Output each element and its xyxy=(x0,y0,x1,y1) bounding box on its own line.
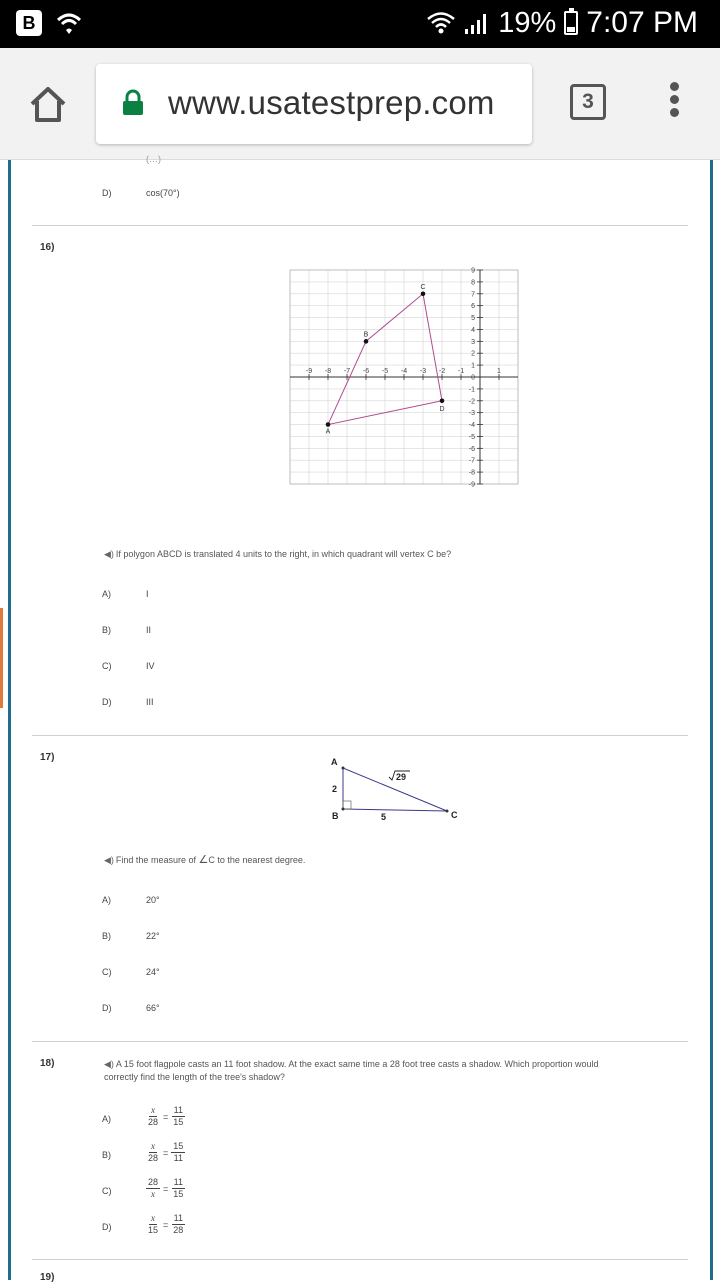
vertex-a-label: A xyxy=(331,757,338,767)
divider xyxy=(32,1259,688,1260)
q16-option-d-text[interactable]: III xyxy=(146,697,154,707)
y-tick-label: -5 xyxy=(468,433,475,441)
y-tick-label: 7 xyxy=(471,291,475,299)
vertex-d-label: D xyxy=(439,405,445,413)
page-content xyxy=(0,154,720,1283)
q15-option-text[interactable]: cos(70°) xyxy=(146,188,180,198)
speaker-icon[interactable]: ◀) xyxy=(104,549,114,559)
notification-app-icon: B xyxy=(16,10,42,36)
q16-option-b-label[interactable]: B) xyxy=(102,625,111,635)
clock: 7:07 PM xyxy=(586,6,698,39)
divider xyxy=(32,225,688,226)
y-tick-label: -2 xyxy=(468,398,475,406)
vertex-d-point xyxy=(440,398,445,403)
speaker-icon[interactable]: ◀) xyxy=(104,855,114,865)
q16-option-a-text[interactable]: I xyxy=(146,589,149,599)
divider xyxy=(32,735,688,736)
q18-option-d-proportion[interactable]: $\frac{x}{15}$ = $\frac{11}{28}$ xyxy=(148,1213,184,1235)
q16-option-d-label[interactable]: D) xyxy=(102,697,112,707)
status-bar xyxy=(0,0,720,48)
y-tick-label: 8 xyxy=(471,279,475,287)
battery-percent: 19% xyxy=(498,6,557,39)
vertex-a-point xyxy=(326,422,331,427)
side-ab-label: 2 xyxy=(332,784,338,794)
side-bc-label: 5 xyxy=(381,812,387,822)
y-tick-label: 9 xyxy=(471,267,475,275)
home-icon[interactable] xyxy=(26,82,70,126)
page-frame-left xyxy=(8,160,11,1280)
q15-option-label[interactable]: D) xyxy=(102,188,112,198)
y-tick-label: 5 xyxy=(471,315,475,323)
y-tick-label: 4 xyxy=(471,326,475,334)
q17-option-b-text[interactable]: 22° xyxy=(146,931,160,941)
hypotenuse-label: 29 xyxy=(396,772,407,782)
q17-option-c-text[interactable]: 24° xyxy=(146,967,160,977)
q18-option-b-proportion[interactable]: $\frac{x}{28}$ = $\frac{15}{11}$ xyxy=(148,1141,184,1163)
q18-option-c-label[interactable]: C) xyxy=(102,1186,112,1196)
page-frame-right xyxy=(710,160,713,1280)
vertex-b-point xyxy=(364,339,369,344)
right-triangle-diagram xyxy=(326,752,466,826)
q16-option-b-text[interactable]: II xyxy=(146,625,152,635)
angle-symbol: ∠ xyxy=(198,854,209,866)
y-tick-label: -9 xyxy=(468,481,475,489)
cut-off-text: (…) xyxy=(146,154,161,164)
question-text-17: ◀) Find the measure of ∠C to the nearest degree. xyxy=(104,854,306,866)
speaker-icon[interactable]: ◀) xyxy=(104,1059,114,1069)
x-tick-label: -1 xyxy=(457,368,465,375)
battery-icon xyxy=(564,11,578,35)
q16-option-a-label[interactable]: A) xyxy=(102,589,111,599)
signal-icon xyxy=(464,11,490,35)
y-tick-label: -1 xyxy=(468,386,475,394)
vertex-c-point xyxy=(421,291,426,296)
vertex-b-label: B xyxy=(363,331,369,339)
question-number-16: 16) xyxy=(40,242,55,253)
q18-option-a-proportion[interactable]: $\frac{x}{28}$ = $\frac{11}{15}$ xyxy=(148,1105,184,1127)
x-tick-label: -8 xyxy=(324,368,332,375)
q17-option-a-text[interactable]: 20° xyxy=(146,895,160,905)
q16-option-c-label[interactable]: C) xyxy=(102,661,112,671)
vertex-b-label: B xyxy=(332,811,339,821)
lock-icon xyxy=(122,90,144,116)
y-tick-label: 3 xyxy=(471,338,475,346)
question-text-16: ◀) If polygon ABCD is translated 4 units to the right, in which quadrant will vertex C be? xyxy=(104,549,452,559)
wifi-icon xyxy=(426,11,456,35)
url-text: www.usatestprep.com xyxy=(168,84,495,121)
q18-option-c-proportion[interactable]: $\frac{28}{x}$ = $\frac{11}{15}$ xyxy=(148,1177,184,1199)
y-tick-label: -8 xyxy=(468,469,475,477)
y-tick-label: 1 xyxy=(471,362,475,370)
question-number-17: 17) xyxy=(40,752,55,763)
x-tick-label: -3 xyxy=(419,368,427,375)
y-tick-label: -3 xyxy=(468,410,475,418)
vertex-c-label: C xyxy=(420,283,426,291)
q17-option-d-text[interactable]: 66° xyxy=(146,1003,160,1013)
y-tick-label: 0 xyxy=(471,374,475,382)
wifi-calling-icon xyxy=(54,10,84,36)
y-tick-label: -6 xyxy=(468,445,475,453)
q18-option-a-label[interactable]: A) xyxy=(102,1114,111,1124)
tab-switcher-button[interactable]: 3 xyxy=(570,84,606,120)
question-text-18: ◀) A 15 foot flagpole casts an 11 foot shadow. At the exact same time a 28 foot tree casts a shadow. Which proportion would correctly find the length of the tree's shadow? xyxy=(104,1059,599,1082)
q17-option-c-label[interactable]: C) xyxy=(102,967,112,977)
x-tick-label: -5 xyxy=(381,368,389,375)
y-tick-label: 6 xyxy=(471,303,475,311)
address-bar[interactable] xyxy=(96,64,532,144)
question-number-18: 18) xyxy=(40,1058,55,1069)
divider xyxy=(32,1041,688,1042)
overflow-menu-icon[interactable] xyxy=(664,82,684,122)
vertex-c-label: C xyxy=(451,810,458,820)
x-tick-label: 1 xyxy=(497,368,501,375)
x-tick-label: -7 xyxy=(343,368,351,375)
x-tick-label: -2 xyxy=(438,368,446,375)
vertex-a-label: A xyxy=(325,428,331,436)
q18-option-b-label[interactable]: B) xyxy=(102,1150,111,1160)
y-tick-label: 2 xyxy=(471,350,475,358)
q17-option-b-label[interactable]: B) xyxy=(102,931,111,941)
q18-option-d-label[interactable]: D) xyxy=(102,1222,112,1232)
y-tick-label: -7 xyxy=(468,457,475,465)
side-marker xyxy=(0,608,3,708)
y-tick-label: -4 xyxy=(468,422,475,430)
x-tick-label: -6 xyxy=(362,368,370,375)
question-number-19: 19) xyxy=(40,1272,55,1283)
coordinate-graph xyxy=(288,268,522,490)
q17-option-d-label[interactable]: D) xyxy=(102,1003,112,1013)
x-tick-label: -4 xyxy=(400,368,408,375)
q17-option-a-label[interactable]: A) xyxy=(102,895,111,905)
browser-toolbar xyxy=(0,48,720,160)
q16-option-c-text[interactable]: IV xyxy=(146,661,155,671)
x-tick-label: -9 xyxy=(305,368,313,375)
